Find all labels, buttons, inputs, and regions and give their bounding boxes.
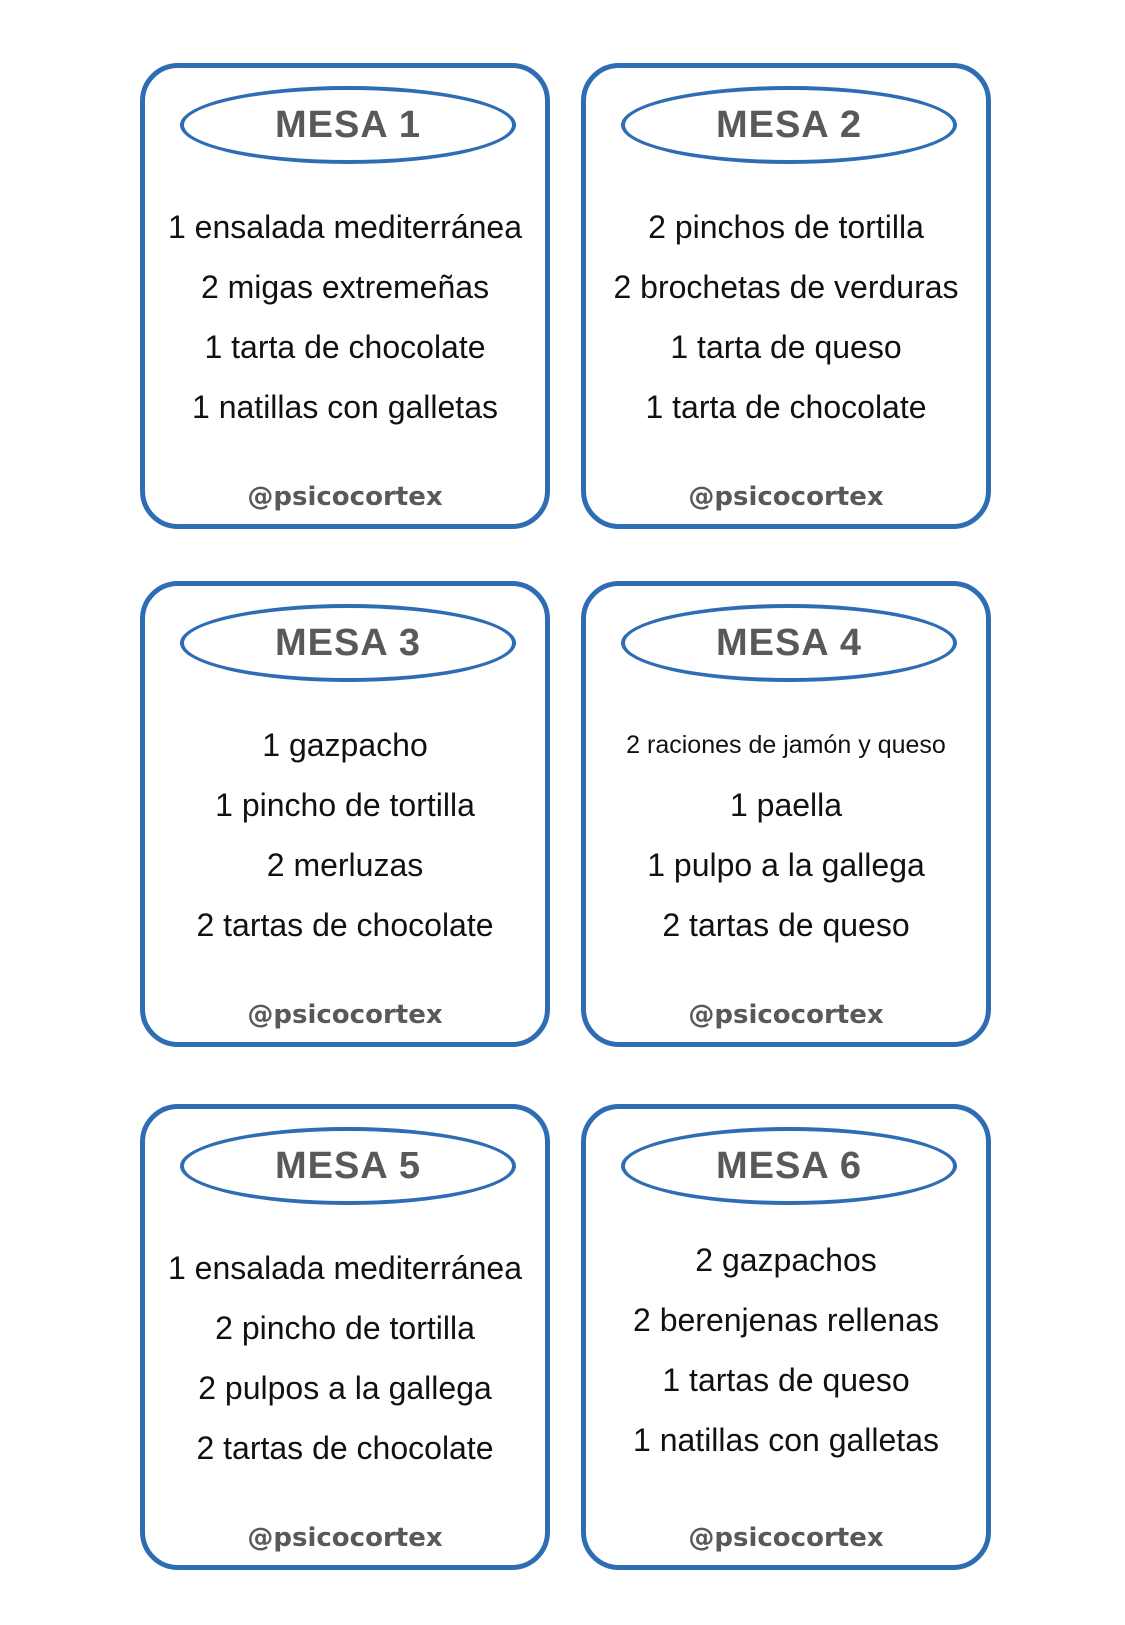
- order-item: 1 gazpacho: [262, 727, 428, 763]
- order-list: [586, 197, 986, 437]
- order-item: 2 brochetas de verduras: [613, 269, 959, 305]
- table-title-oval: [180, 1127, 516, 1205]
- order-item: 2 tartas de chocolate: [196, 907, 494, 943]
- author-handle: @psicocortex: [247, 1523, 443, 1553]
- order-item: 1 natillas con galletas: [633, 1422, 939, 1458]
- table-title-oval: [621, 86, 957, 164]
- order-item: 1 ensalada mediterránea: [167, 1250, 522, 1286]
- table-title-oval: [621, 1127, 957, 1205]
- order-card-mesa-4: [581, 581, 991, 1047]
- order-list: [145, 197, 545, 437]
- author-handle: @psicocortex: [247, 482, 443, 512]
- table-title-oval: [180, 604, 516, 682]
- order-item: 1 pincho de tortilla: [215, 787, 475, 823]
- order-item: 2 tartas de chocolate: [196, 1430, 494, 1466]
- order-card-mesa-5: [140, 1104, 550, 1570]
- order-card-mesa-1: [140, 63, 550, 529]
- author-handle: @psicocortex: [688, 1000, 884, 1030]
- table-title: MESA 2: [715, 103, 863, 146]
- order-list: [145, 715, 545, 955]
- order-item: 2 gazpachos: [695, 1242, 877, 1278]
- table-title-oval: [621, 604, 957, 682]
- order-item: 2 migas extremeñas: [200, 269, 490, 305]
- table-title: MESA 6: [715, 1144, 863, 1187]
- table-title: MESA 1: [274, 103, 422, 146]
- table-title: MESA 4: [715, 621, 863, 664]
- author-handle: @psicocortex: [688, 482, 884, 512]
- order-card-mesa-3: [140, 581, 550, 1047]
- order-list: [145, 1238, 545, 1478]
- order-item: 2 pinchos de tortilla: [648, 209, 924, 245]
- order-item: 2 berenjenas rellenas: [633, 1302, 939, 1338]
- order-item: 1 tarta de queso: [670, 329, 902, 365]
- order-item: 1 tarta de chocolate: [645, 389, 927, 425]
- order-list: [586, 1230, 986, 1470]
- table-title-oval: [180, 86, 516, 164]
- order-item: 1 ensalada mediterránea: [167, 209, 522, 245]
- order-item: 1 tartas de queso: [662, 1362, 910, 1398]
- order-item: 1 pulpo a la gallega: [647, 847, 925, 883]
- order-item: 2 tartas de queso: [662, 907, 910, 943]
- table-title: MESA 5: [274, 1144, 422, 1187]
- order-item: 2 raciones de jamón y queso: [626, 731, 946, 759]
- order-item: 2 pincho de tortilla: [215, 1310, 475, 1346]
- table-title: MESA 3: [274, 621, 422, 664]
- order-list: [586, 715, 986, 955]
- order-item: 2 pulpos a la gallega: [198, 1370, 492, 1406]
- order-card-mesa-2: [581, 63, 991, 529]
- author-handle: @psicocortex: [247, 1000, 443, 1030]
- order-item: 1 tarta de chocolate: [204, 329, 486, 365]
- order-item: 1 natillas con galletas: [192, 389, 498, 425]
- order-card-mesa-6: [581, 1104, 991, 1570]
- author-handle: @psicocortex: [688, 1523, 884, 1553]
- order-item: 2 merluzas: [266, 847, 424, 883]
- order-item: 1 paella: [729, 787, 843, 823]
